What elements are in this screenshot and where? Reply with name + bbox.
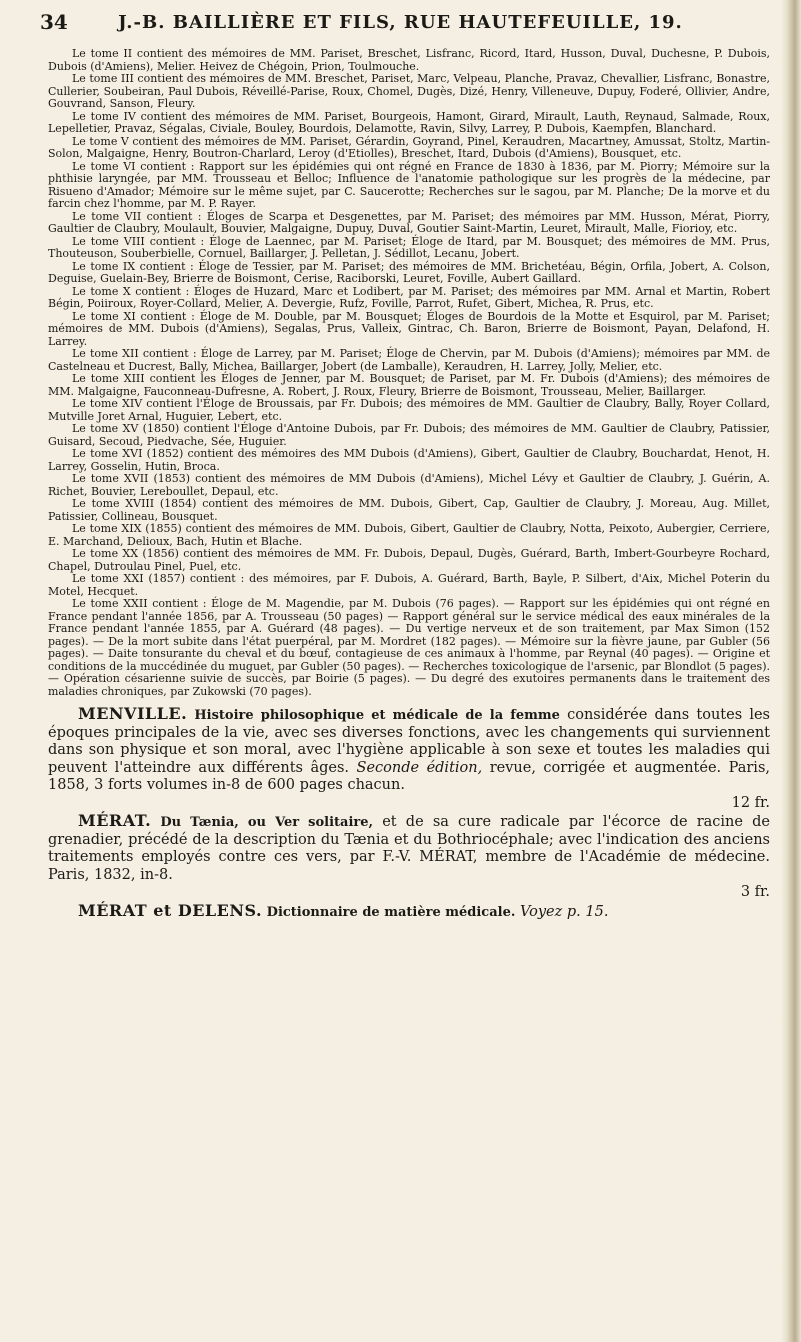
notice-edition: Seconde édition, [356, 759, 483, 776]
tome-entry: Le tome XVI (1852) contient des mémoires des MM Dubois (d'Amiens), Gibert, Gaultier de Claubry, Bouchardat, Henot, H. Larrey, Gosselin, Hutin, Broca. [48, 447, 770, 473]
tome-entry: Le tome VIII contient : Éloge de Laennec, par M. Pariset; Éloge de Itard, par M. Bousquet; des mémoires de MM. Prus, Thouteuson, Souberbielle, Cornuel, Baillarger, J. Pelletan, J. Sédillot, Lecanu, Jobert. [48, 234, 770, 260]
notice-price: 12 fr. [731, 794, 770, 811]
tome-entry: Le tome XII contient : Éloge de Larrey, par M. Pariset; Éloge de Chervin, par M. Dubois (d'Amiens); mémoires par MM. de Castelneau et Ducrest, Bally, Michea, Baillarger, Jobert (de Lamballe), Keraudren, H. Larrey, Jolly, Melier, etc. [48, 347, 770, 373]
notice-author: MÉRAT et DELENS. [78, 900, 263, 920]
tome-entry: Le tome XI contient : Éloge de M. Double, par M. Bousquet; Éloges de Bourdois de la Motte et Esquirol, par M. Pariset; mémoires de MM. Dubois (d'Amiens), Segalas, Prus, Valleix, Gintrac, Ch. Baron, Brierre de Boismont, Payan, Delafond, H. Larrey. [48, 309, 770, 348]
tome-entry: Le tome XIII contient les Éloges de Jenner, par M. Bousquet; de Pariset, par M. Fr. Dubois (d'Amiens); des mémoires de MM. Malgaigne, Fauconneau-Dufresne, A. Robert, J. Roux, Fleury, Brierre de Boismont, Trousseau, Melier, Baillarger. [48, 372, 770, 398]
tome-entry: Le tome VII contient : Éloges de Scarpa et Desgenettes, par M. Pariset; des mémoires par MM. Husson, Mérat, Piorry, Gaultier de Claubry, Moulault, Bouvier, Malgaigne, Dupuy, Duval, Goutier Saint-Martin, Leuret, Mirault, Malle, Fiorioy, etc. [48, 209, 770, 235]
notice-tail: revue, corrigée et augmentée. Paris, 1858, 3 forts volumes in-8 de 600 pages chacun. [48, 759, 770, 793]
tome-list [48, 48, 770, 698]
tome-entry: Le tome XIX (1855) contient des mémoires de MM. Dubois, Gibert, Gaultier de Claubry, Notta, Peixoto, Aubergier, Cerriere, E. Marchand, Delioux, Bach, Hutin et Blache. [48, 522, 770, 548]
tome-entry: Le tome XV (1850) contient l'Éloge d'Antoine Dubois, par Fr. Dubois; des mémoires de MM. Gaultier de Claubry, Patissier, Guisard, Secoud, Piedvache, Sée, Huguier. [48, 422, 770, 448]
tome-entry: Le tome XIV contient l'Éloge de Broussais, par Fr. Dubois; des mémoires de MM. Gaultier de Claubry, Bally, Royer Collard, Mutville Joret Arnal, Huguier, Lebert, etc. [48, 397, 770, 423]
notice-body: considérée dans toutes les époques principales de la vie, avec ses diverses fonctions, avec les changements qui surviennent dans son physique et son moral, avec l'hygiène applicable à son sexe et toutes les maladies qui peuvent l'atteindre aux différents âges. [48, 707, 770, 776]
notice-merat [48, 812, 770, 902]
notice-menville [48, 705, 770, 812]
notice-title: Histoire philosophique et médicale de la femme [194, 708, 560, 723]
tome-entry: Le tome XXII contient : Éloge de M. Magendie, par M. Dubois (76 pages). — Rapport sur les épidémies qui ont régné en France pendant l'année 1856, par A. Trousseau (50 pages) — Rapport général sur le service médical des eaux minérales de la France pendant l'année 1855, par A. Guérard (48 pages). — Du vertige nerveux et de son traitement, par Max Simon (152 pages). — De la mort subite dans l'état puerpéral, par M. Mordret (182 pages). — Mémoire sur la fièvre jaune, par Gubler (56 pages). — Daite tonsurante du cheval et du bœuf, contagieuse de ces animaux à l'homme, par Reynal (40 pages). — Origine et conditions de la muccédinée du muguet, par Gubler (50 pages). — Recherches toxicologique de l'arsenic, par Blondlot (5 pages). — Opération césarienne suivie de succès, par Boirie (5 pages). — Du degré des exutoires permanents dans le traitement des maladies chroniques, par Zukowski (70 pages). [48, 597, 770, 698]
page-header [40, 10, 761, 38]
notice-title: Du Tænia, ou Ver solitaire, [160, 815, 374, 830]
tome-entry: Le tome XVIII (1854) contient des mémoires de MM. Dubois, Gibert, Cap, Gaultier de Claubry, J. Moreau, Aug. Millet, Patissier, Collineau, Bousquet. [48, 497, 770, 523]
notice-body: et de sa cure radicale par l'écorce de racine de grenadier, précédé de la description du Tænia et du Bothriocéphale; avec l'indication des anciens traitements employés contre ces vers, par F.-V. MÉRAT, membre de l'Académie de médecine. Paris, 1832, in-8. [48, 814, 770, 883]
notice-author: MENVILLE. [78, 704, 188, 723]
tome-entry: Le tome IX contient : Éloge de Tessier, par M. Pariset; des mémoires de MM. Brichetéau, Bégin, Orfila, Jobert, A. Colson, Deguise, Guelain-Bey, Brierre de Boismont, Cerise, Raciborski, Leuret, Foville, Aubert Gaillard. [48, 259, 770, 285]
tome-entry: Le tome III contient des mémoires de MM. Breschet, Pariset, Marc, Velpeau, Planche, Pravaz, Chevallier, Lisfranc, Bonastre, Cullerier, Soubeiran, Paul Dubois, Réveillé-Parise, Roux, Chomel, Dugès, Dizé, Henry, Villeneuve, Dupuy, Foderé, Ollivier, Andre, Gouvrand, Sanson, Fleury. [48, 72, 770, 110]
notice-author: MÉRAT. [78, 811, 152, 830]
notice-price: 3 fr. [740, 884, 770, 900]
running-title: J.-B. BAILLIÈRE ET FILS, RUE HAUTEFEUILLE, 19. [118, 12, 683, 33]
tome-entry: Le tome IV contient des mémoires de MM. Pariset, Bourgeois, Hamont, Girard, Mirault, Lauth, Reynaud, Salmade, Roux, Lepelletier, Pravaz, Ségalas, Civiale, Bouley, Bourdois, Delamotte, Ravin, Silvy, Larrey, P. Dubois, Kaempfen, Blanchard. [48, 109, 770, 135]
tome-entry: Le tome XXI (1857) contient : des mémoires, par F. Dubois, A. Guérard, Barth, Bayle, P. Silbert, d'Aix, Michel Poterin du Motel, Hecquet. [48, 572, 770, 598]
page-edge-shadow [781, 0, 801, 1342]
page-number: 34 [40, 10, 68, 34]
tome-entry: Le tome V contient des mémoires de MM. Pariset, Gérardin, Goyrand, Pinel, Keraudren, Macartney, Amussat, Stoltz, Martin-Solon, Malgaigne, Henry, Boutron-Charlard, Leroy (d'Etiolles), Breschet, Itard, Dubois (d'Amiens), Bousquet, etc. [48, 134, 770, 160]
tome-entry: Le tome II contient des mémoires de MM. Pariset, Breschet, Lisfranc, Ricord, Itard, Husson, Duval, Duchesne, P. Dubois, Dubois (d'Amiens), Melier. Heivez de Chégoin, Prion, Toulmouche. [48, 47, 770, 73]
tome-entry: Le tome XX (1856) contient des mémoires de MM. Fr. Dubois, Depaul, Dugès, Guérard, Barth, Imbert-Gourbeyre Rochard, Chapel, Dutroulau Pinel, Puel, etc. [48, 547, 770, 573]
notice-merat-delens [48, 902, 770, 922]
tome-entry: Le tome X contient : Éloges de Huzard, Marc et Lodibert, par M. Pariset; des mémoires par MM. Arnal et Martin, Robert Bégin, Poiiroux, Royer-Collard, Melier, A. Devergie, Rufz, Foville, Parrot, Rufet, Gibert, Michea, R. Prus, etc. [48, 284, 770, 310]
tome-entry: Le tome XVII (1853) contient des mémoires de MM Dubois (d'Amiens), Michel Lévy et Gaultier de Claubry, J. Guérin, A. Richet, Bouvier, Lereboullet, Depaul, etc. [48, 472, 770, 498]
notice-reference: Voyez p. 15. [520, 903, 609, 920]
notice-title: Dictionnaire de matière médicale. [266, 904, 516, 920]
tome-entry: Le tome VI contient : Rapport sur les épidémies qui ont régné en France de 1830 à 1836, par M. Piorry; Mémoire sur la phthisie laryngée, par MM. Trousseau et Belloc; Influence de l'anatomie pathologique sur les progrès de la médecine, par Risueno d'Amador; Mémoire sur le même sujet, par C. Saucerotte; Recherches sur le sagou, par M. Planche; De la morve et du farcin chez l'homme, par M. P. Rayer. [48, 159, 770, 210]
page-body [48, 48, 770, 921]
